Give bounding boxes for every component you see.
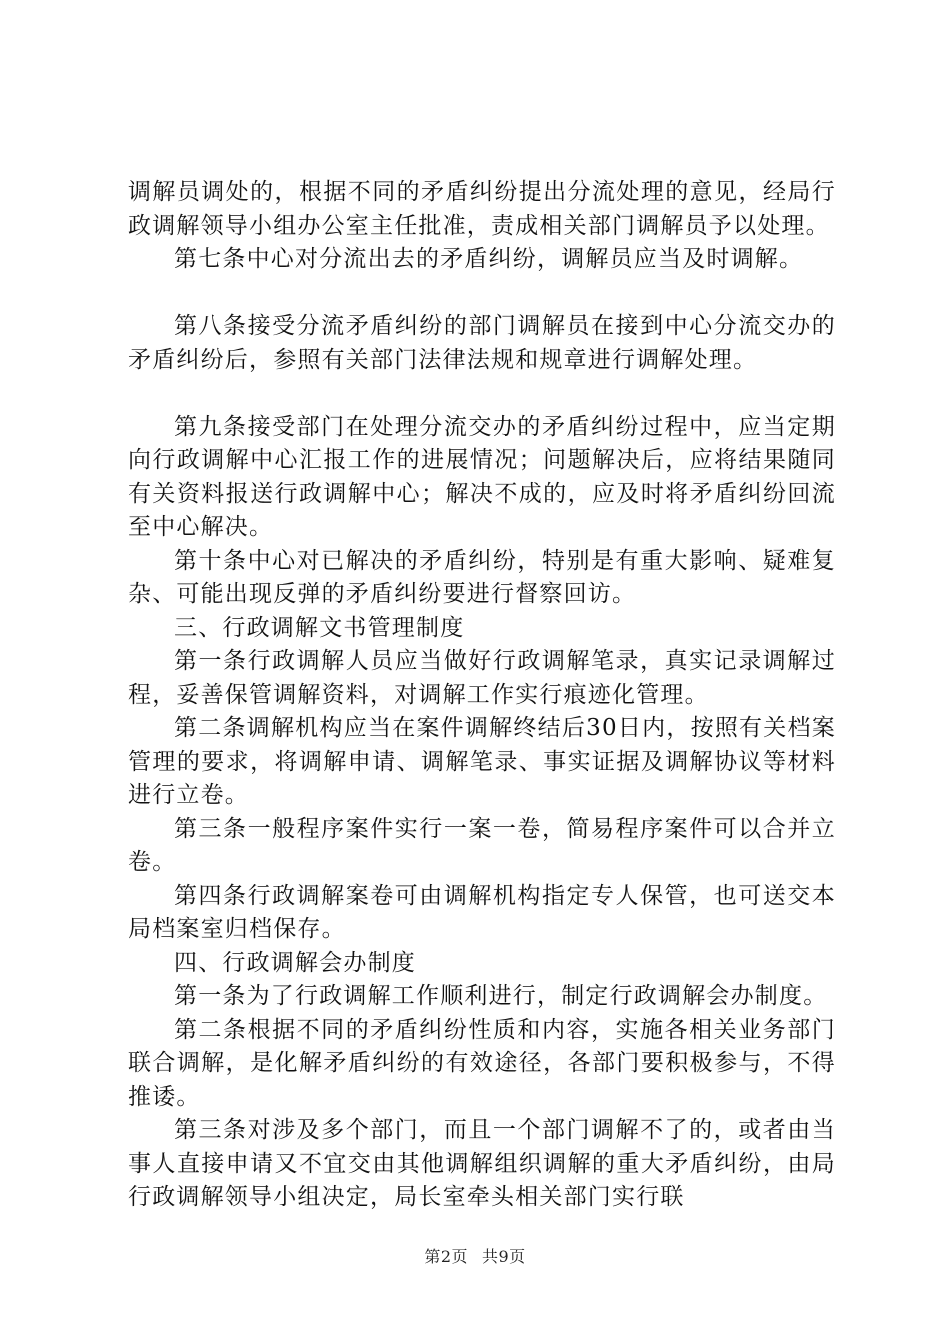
paragraph: 第七条中心对分流出去的矛盾纠纷，调解员应当及时调解。: [174, 246, 804, 272]
paragraph: 第八条接受分流矛盾纠纷的部门调解员在接到中心分流交办的矛盾纠纷后，参照有关部门法律法规和规章进行调解处理。: [128, 313, 836, 373]
paragraph: 第九条接受部门在处理分流交办的矛盾纠纷过程中，应当定期向行政调解中心汇报工作的进展情况；问题解决后，应将结果随同有关资料报送行政调解中心；解决不成的，应及时将矛盾纠纷回流至中心解决。: [128, 413, 836, 540]
section-heading: 四、行政调解会办制度: [174, 949, 416, 976]
paragraph: 第二条根据不同的矛盾纠纷性质和内容，实施各相关业务部门联合调解，是化解矛盾纠纷的有效途径，各部门要积极参与，不得推诿。: [128, 1016, 836, 1110]
paragraph: 第十条中心对已解决的矛盾纠纷，特别是有重大影响、疑难复杂、可能出现反弹的矛盾纠纷要进行督察回访。: [128, 547, 836, 607]
paragraph: 第二条调解机构应当在案件调解终结后30日内，按照有关档案管理的要求，将调解申请、调解笔录、事实证据及调解协议等材料进行立卷。: [128, 715, 836, 808]
paragraph-spacer: [128, 377, 836, 411]
page-footer: [0, 1244, 950, 1267]
page-number: 第2页: [424, 1247, 468, 1266]
paragraph: 第四条行政调解案卷可由调解机构指定专人保管，也可送交本局档案室归档保存。: [128, 882, 836, 942]
paragraph: 第一条为了行政调解工作顺利进行，制定行政调解会办制度。: [174, 983, 828, 1009]
paragraph: 第三条对涉及多个部门，而且一个部门调解不了的，或者由当事人直接申请又不宜交由其他调解组织调解的重大矛盾纠纷，由局行政调解领导小组决定，局长室牵头相关部门实行联: [128, 1117, 836, 1210]
section-heading: 三、行政调解文书管理制度: [174, 614, 465, 641]
paragraph: 第三条一般程序案件实行一案一卷，简易程序案件可以合并立卷。: [128, 815, 836, 875]
paragraph: 调解员调处的，根据不同的矛盾纠纷提出分流处理的意见，经局行政调解领导小组办公室主任批准，责成相关部门调解员予以处理。: [128, 179, 836, 239]
paragraph-spacer: [128, 277, 836, 311]
paragraph: 第一条行政调解人员应当做好行政调解笔录，真实记录调解过程，妥善保管调解资料，对调解工作实行痕迹化管理。: [128, 648, 836, 708]
page-total: 共9页: [482, 1247, 526, 1266]
document-body: [128, 176, 836, 1215]
